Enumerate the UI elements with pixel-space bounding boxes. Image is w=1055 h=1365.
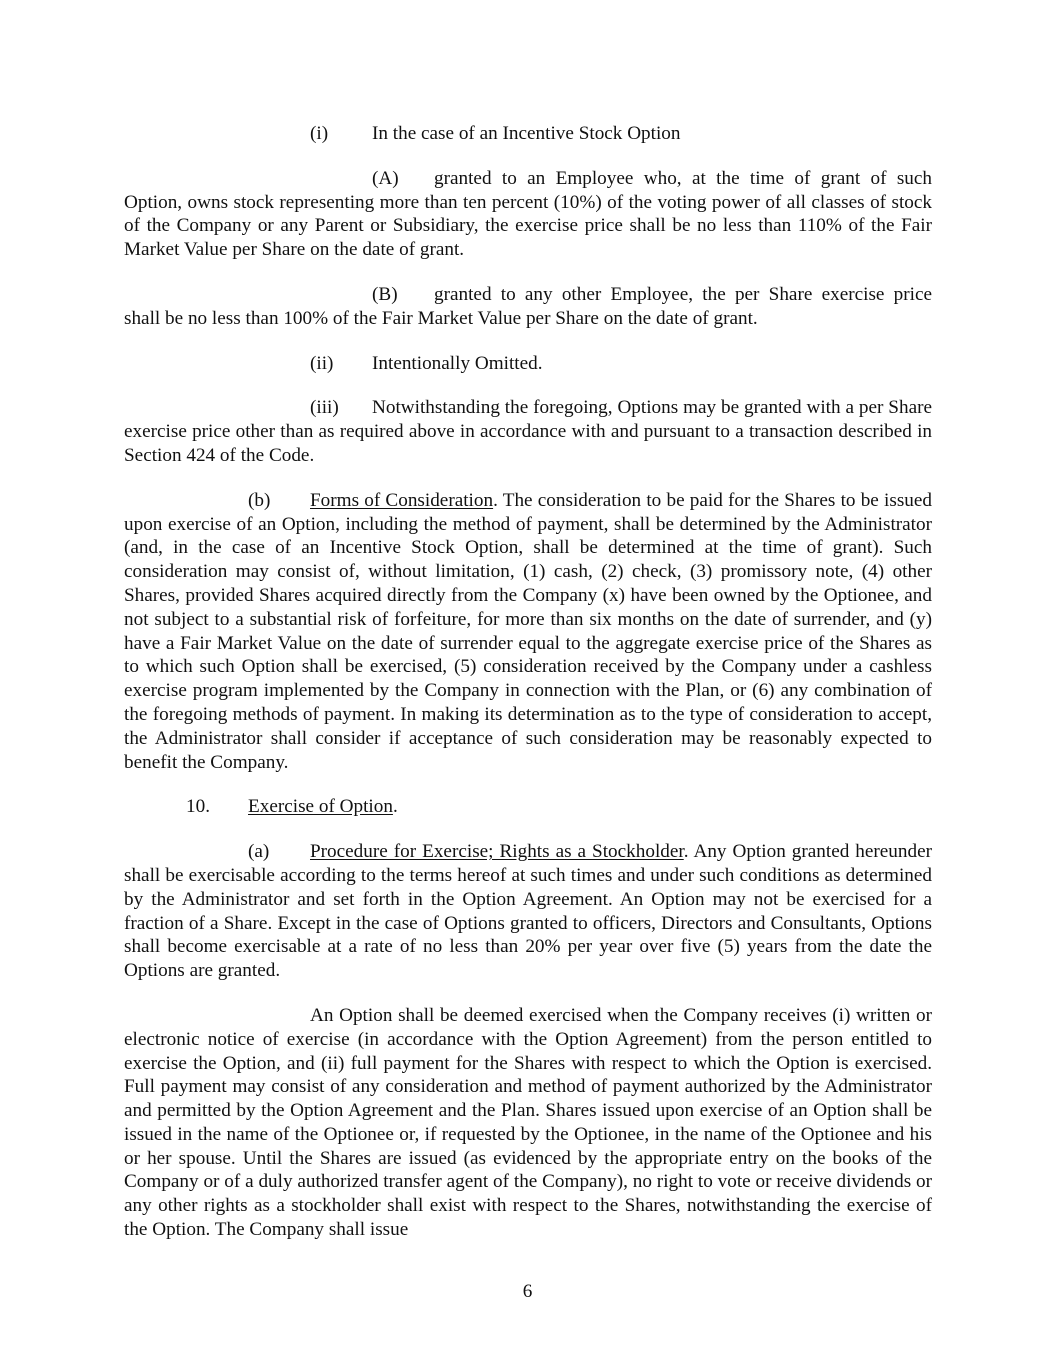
paragraph-i-label: (i)	[310, 123, 329, 144]
paragraph-B-text: granted to any other Employee, the per Share exercise price shall be no less than 100% of the Fair Market Value per Share on the date of grant.	[124, 283, 932, 329]
paragraph-b	[124, 489, 932, 775]
document-page	[124, 122, 932, 1263]
section-10-heading	[124, 795, 932, 819]
paragraph-B	[124, 283, 932, 331]
paragraph-A-text: granted to an Employee who, at the time of grant of such Option, owns stock representing more than ten percent (10%) of the voting power of all classes of stock of the Company or any Parent or Subsidiary, the exercise price shall be no less than 110% of the Fair Market Value per Share on the date of grant.	[124, 167, 932, 261]
paragraph-i-text: In the case of an Incentive Stock Option	[372, 123, 681, 144]
paragraph-iii-text: Notwithstanding the foregoing, Options may be granted with a per Share exercise price other than as required above in accordance with and pursuant to a transaction described in Section 424 of the Code.	[124, 397, 932, 466]
paragraph-iii	[124, 396, 932, 467]
paragraph-iii-label: (iii)	[310, 397, 339, 419]
paragraph-A	[124, 167, 932, 262]
section-10-number: 10.	[186, 796, 210, 818]
paragraph-continuation-text: An Option shall be deemed exercised when the Company receives (i) written or electronic notice of exercise (in accordance with the Option Agreement) from the person entitled to exercise the Option, and (ii) full payment for the Shares with respect to which the Option is exercised. Full payment may consist of any consideration and method of payment authorized by the Administrator and permitted by the Option Agreement and the Plan. Shares issued upon exercise of an Option shall be issued in the name of the Optionee or, if requested by the Optionee, in the name of the Optionee and his or her spouse. Until the Shares are issued (as evidenced by the appropriate entry on the books of the Company or of a duly authorized transfer agent of the Company), no right to vote or receive dividends or any other rights as a stockholder shall exist with respect to the Shares, notwithstanding the exercise of the Option. The Company shall issue	[124, 1004, 932, 1241]
paragraph-a-label: (a)	[248, 841, 270, 863]
paragraph-ii	[124, 352, 932, 376]
paragraph-i	[124, 122, 932, 146]
paragraph-b-heading: Forms of Consideration	[310, 489, 494, 511]
page-number: 6	[522, 1281, 533, 1302]
section-10-title: Exercise of Option	[248, 796, 393, 818]
paragraph-a-text: . Any Option granted hereunder shall be exercisable according to the terms hereof at such times and under such conditions as determined by the Administrator and set forth in the Option Agreement. An Option may not be exercised for a fraction of a Share. Except in the case of Options granted to officers, Directors and Consultants, Options shall become exercisable at a rate of no less than 20% per year over five (5) years from the date the Options are granted.	[124, 841, 932, 982]
paragraph-a	[124, 840, 932, 983]
paragraph-B-label: (B)	[372, 283, 398, 305]
paragraph-b-text: . The consideration to be paid for the Shares to be issued upon exercise of an Option, including the method of payment, shall be determined by the Administrator (and, in the case of an Incentive Stock Option, shall be determined at the time of grant). Such consideration may consist of, without limitation, (1) cash, (2) check, (3) promissory note, (4) other Shares, provided Shares acquired directly from the Company (x) have been owned by the Optionee, and not subject to a substantial risk of forfeiture, for more than six months on the date of surrender, and (y) have a Fair Market Value on the date of surrender equal to the aggregate exercise price of the Shares as to which such Option shall be exercised, (5) consideration received by the Company under a cashless exercise program implemented by the Company in connection with the Plan, or (6) any combination of the foregoing methods of payment. In making its determination as to the type of consideration to accept, the Administrator shall consider if acceptance of such consideration may be reasonably expected to benefit the Company.	[124, 489, 932, 773]
section-10-suffix: .	[392, 796, 398, 818]
paragraph-b-label: (b)	[248, 489, 271, 511]
paragraph-ii-label: (ii)	[310, 352, 334, 374]
paragraph-ii-text: Intentionally Omitted.	[372, 352, 543, 374]
paragraph-A-label: (A)	[372, 167, 399, 189]
paragraph-continuation	[124, 1004, 932, 1242]
paragraph-a-heading: Procedure for Exercise; Rights as a Stockholder	[310, 841, 684, 863]
